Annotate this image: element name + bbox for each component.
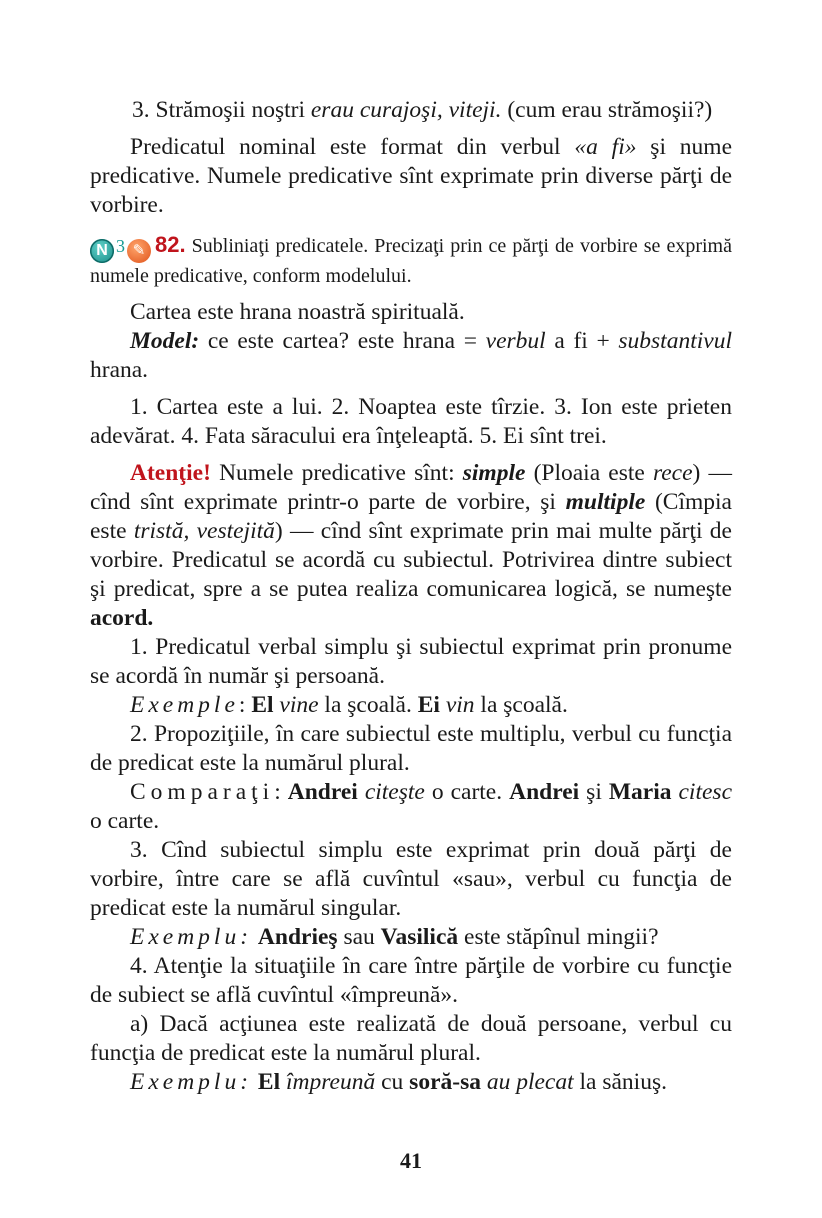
paragraph-examples-1 bbox=[90, 691, 732, 720]
text: şi bbox=[579, 779, 609, 805]
text bbox=[672, 779, 679, 805]
text: hrana. bbox=[90, 357, 149, 383]
italic-text: citesc bbox=[678, 779, 732, 805]
page-body bbox=[90, 96, 732, 1097]
text bbox=[358, 779, 365, 805]
spaced-label: Comparaţi bbox=[130, 779, 275, 805]
text: Numele predicative sînt: bbox=[210, 460, 463, 486]
text: a fi + bbox=[545, 328, 619, 354]
bold-text: acord. bbox=[90, 605, 154, 631]
paragraph-rule-1: 1. Predicatul verbal simplu şi subiectul exprimat prin pronume se acordă în număr şi persoană. bbox=[90, 634, 732, 689]
bold-text: soră-sa bbox=[409, 1069, 481, 1095]
text: o carte. bbox=[90, 808, 160, 834]
bold-italic-text: multiple bbox=[565, 489, 646, 515]
italic-text: citeşte bbox=[364, 779, 425, 805]
paragraph-rule-4: 4. Atenţie la situaţiile în care între părţile de vorbire cu funcţie de subiect se află cuvîntul «împreună». bbox=[90, 953, 732, 1008]
attention-label: Atenţie! bbox=[130, 460, 211, 486]
text: : bbox=[238, 692, 252, 718]
bold-text: El bbox=[257, 1069, 281, 1095]
spaced-label: Exemplu: bbox=[130, 924, 253, 950]
spaced-label: Exemplu: bbox=[130, 1069, 253, 1095]
model-label: Model: bbox=[130, 328, 200, 354]
bold-text: Andrieş bbox=[257, 924, 338, 950]
text: cu bbox=[375, 1069, 410, 1095]
italic-text: vin bbox=[445, 692, 475, 718]
exercise-82 bbox=[90, 231, 732, 290]
pencil-icon: ✎ bbox=[127, 239, 151, 263]
paragraph-example-2 bbox=[90, 923, 732, 952]
bold-text: El bbox=[251, 692, 274, 718]
text: este stăpînul mingii? bbox=[458, 924, 659, 950]
level-number: 3 bbox=[116, 236, 125, 256]
text: sau bbox=[337, 924, 381, 950]
italic-text: tristă, vestejită bbox=[133, 518, 275, 544]
paragraph-rule-3: 3. Cînd subiectul simplu este exprimat prin două părţi de vorbire, între care se află cuvîntul «sau», verbul cu funcţia de predicat este la numărul singular. bbox=[90, 837, 732, 921]
bold-text: Andrei bbox=[287, 779, 358, 805]
bold-text: Maria bbox=[608, 779, 672, 805]
text: (Cîmpia este bbox=[90, 489, 732, 544]
italic-text: împreună bbox=[286, 1069, 376, 1095]
italic-text: au plecat bbox=[486, 1069, 574, 1095]
text: : bbox=[274, 779, 288, 805]
spaced-label: Exemple bbox=[130, 692, 239, 718]
exercise-instruction: Subliniaţi predicatele. Precizaţi prin ce părţi de vorbire se exprimă numele predicative, conform modelului. bbox=[90, 235, 732, 287]
paragraph-rule-4a: a) Dacă acţiunea este realizată de două persoane, verbul cu funcţia de predicat este la numărul plural. bbox=[90, 1011, 732, 1066]
paragraph-rule-2: 2. Propoziţiile, în care subiectul este multiplu, verbul cu funcţia de predicat este la numărul plural. bbox=[90, 721, 732, 776]
text: ) — cînd sînt exprimate prin mai multe părţi de vorbire. Predicatul se acordă cu subiectul. Potrivirea dintre subiect şi predicat, spre a se putea realiza comunicarea logică, se numeşte bbox=[90, 518, 732, 602]
bold-italic-text: simple bbox=[462, 460, 526, 486]
italic-text: «a fi» bbox=[574, 134, 637, 160]
exercise-number: 82. bbox=[155, 232, 186, 257]
italic-text: verbul bbox=[485, 328, 546, 354]
paragraph-model bbox=[90, 327, 732, 385]
text: la şcoală. bbox=[474, 692, 568, 718]
paragraph-compare bbox=[90, 778, 732, 836]
text: (cum erau strămoşii?) bbox=[501, 97, 713, 123]
text: Predicatul nominal este format din verbul bbox=[130, 134, 575, 160]
italic-text: substantivul bbox=[618, 328, 732, 354]
italic-text: erau curajoşi, viteji. bbox=[310, 97, 502, 123]
paragraph-exercise-sentences: 1. Cartea este a lui. 2. Noaptea este tîrzie. 3. Ion este prieten adevărat. 4. Fata săracului era înţeleaptă. 5. Ei sînt trei. bbox=[90, 394, 732, 449]
text: şi nume predicative. Numele predicative sînt exprimate prin diverse părţi de vorbire. bbox=[90, 134, 732, 218]
paragraph-sample-sentence: Cartea este hrana noastră spirituală. bbox=[130, 299, 465, 325]
paragraph-example-3 bbox=[90, 96, 732, 125]
text: o carte. bbox=[424, 779, 510, 805]
paragraph-attention bbox=[90, 459, 732, 633]
paragraph-example-3b bbox=[90, 1068, 732, 1097]
italic-text: rece bbox=[652, 460, 693, 486]
bold-text: Vasilică bbox=[380, 924, 459, 950]
page-number: 41 bbox=[400, 1148, 422, 1173]
italic-text: vine bbox=[279, 692, 319, 718]
text: la săniuş. bbox=[573, 1069, 667, 1095]
text: 3. Strămoşii noştri bbox=[132, 97, 311, 123]
text: ) — cînd sînt exprimate printr-o parte de vorbire, şi bbox=[90, 460, 732, 515]
text: (Ploaia este bbox=[525, 460, 653, 486]
level-badge-icon: N bbox=[90, 239, 114, 263]
bold-text: Ei bbox=[417, 692, 440, 718]
text: ce este cartea? este hrana = bbox=[199, 328, 486, 354]
paragraph-definition bbox=[90, 133, 732, 220]
text: la şcoală. bbox=[318, 692, 418, 718]
bold-text: Andrei bbox=[509, 779, 580, 805]
